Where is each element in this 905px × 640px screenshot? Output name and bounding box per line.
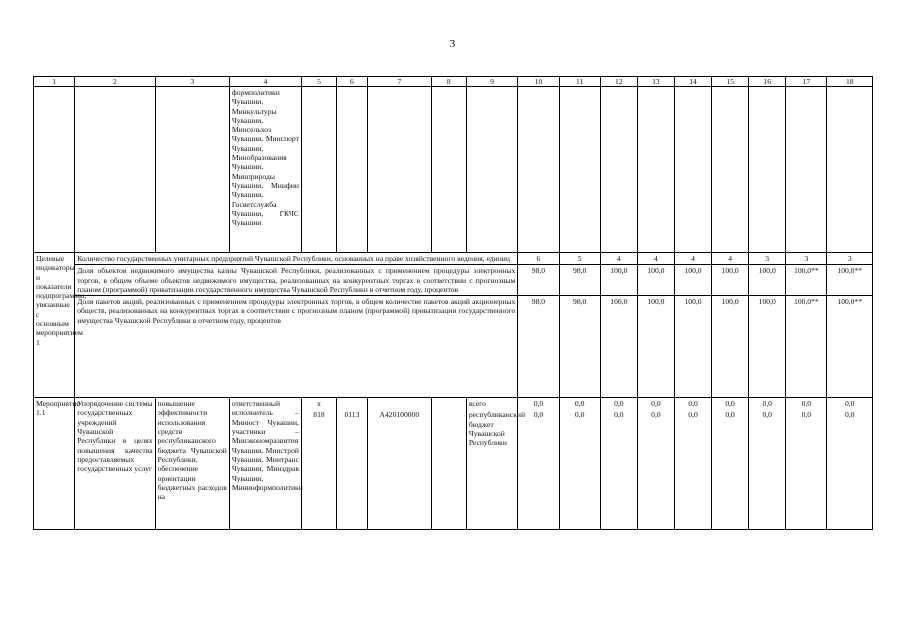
code-grbs: х	[301, 398, 336, 410]
column-number: 11	[559, 77, 600, 87]
funding-value: 0,0	[600, 409, 637, 529]
column-number: 14	[674, 77, 711, 87]
column-number: 3	[155, 77, 229, 87]
responsible-executors-cont: формполитики Чувашии, Минкультуры Чувашии, Минсельхоз Чувашии, Минспорт Чувашии, Минобразования Чувашии, Минприроды Чувашии, Минфин Чувашии, Госветслужба Чувашии, ГКЧС Чувашии	[229, 87, 301, 253]
column-number: 1	[34, 77, 75, 87]
indicator-row	[34, 296, 873, 398]
indicator-value: 100,0**	[786, 296, 827, 398]
header-row	[34, 77, 873, 87]
cell	[75, 87, 155, 253]
funding-value: 0,0	[749, 409, 786, 529]
code-expense	[431, 409, 466, 529]
code-target	[367, 398, 431, 410]
code-section: 0113	[336, 409, 367, 529]
funding-value: 0,0	[518, 398, 559, 410]
indicator-value: 100,0	[600, 296, 637, 398]
indicator-value: 3	[786, 253, 827, 265]
indicator-value: 6	[518, 253, 559, 265]
funding-source: всего	[466, 398, 518, 410]
funding-value: 0,0	[827, 398, 873, 410]
indicator-value: 100,0**	[827, 265, 873, 296]
cell	[674, 87, 711, 253]
indicator-value: 98,0	[518, 296, 559, 398]
funding-value: 0,0	[786, 398, 827, 410]
funding-value: 0,0	[749, 398, 786, 410]
funding-source: республиканский бюджет Чувашской Республики	[466, 409, 518, 529]
cell	[518, 87, 559, 253]
column-number: 16	[749, 77, 786, 87]
indicator-value: 3	[827, 253, 873, 265]
column-number: 6	[336, 77, 367, 87]
indicator-row	[34, 265, 873, 296]
funding-value: 0,0	[674, 398, 711, 410]
page-number: 3	[449, 38, 456, 50]
indicator-value: 100,0	[712, 296, 749, 398]
indicator-text: Доля пакетов акций, реализованных с применением процедуры электронных торгов, в общем количестве пакетов акций акционерных обществ, реализованных на конкурентных торгах в соответствии с прогнозным планом (программой) приватизации государственного имущества Чувашской Республики в отчетном году, процентов	[75, 296, 518, 398]
column-number: 17	[786, 77, 827, 87]
activity-number: Мероприятие 1.1	[34, 398, 75, 530]
funding-value: 0,0	[559, 398, 600, 410]
indicators-side-label: Целевые индикаторы и показатели подпрограммы, увязанные с основным мероприятием 1	[34, 253, 75, 398]
code-grbs: 818	[301, 409, 336, 529]
cell	[336, 87, 367, 253]
indicator-value: 98,0	[559, 296, 600, 398]
indicator-value: 3	[749, 253, 786, 265]
cell	[786, 87, 827, 253]
column-number: 4	[229, 77, 301, 87]
indicator-value: 100,0	[749, 296, 786, 398]
funding-value: 0,0	[518, 409, 559, 529]
code-target: А420100000	[367, 409, 431, 529]
indicator-value: 100,0	[674, 296, 711, 398]
indicator-value: 98,0	[559, 265, 600, 296]
funding-value: 0,0	[674, 409, 711, 529]
cell	[466, 87, 518, 253]
cell	[34, 87, 75, 253]
column-number: 2	[75, 77, 155, 87]
activity-name: Упорядочение системы государственных учреждений Чувашской Республики в целях повышения качества предоставляемых государственных услуг	[75, 398, 155, 530]
indicator-value: 4	[674, 253, 711, 265]
indicator-value: 100,0**	[827, 296, 873, 398]
indicator-value: 100,0	[600, 265, 637, 296]
funding-value: 0,0	[559, 409, 600, 529]
indicator-row	[34, 253, 873, 265]
funding-value: 0,0	[827, 409, 873, 529]
indicator-text: Количество государственных унитарных предприятий Чувашской Республики, основанных на праве хозяйственного ведения, единиц	[75, 253, 518, 265]
indicator-text: Доля объектов недвижимого имущества казны Чувашской Республики, реализованных с применением процедуры электронных торгов, в общем объеме объектов недвижимого имущества, реализованных на конкурентных торгах в соответствии с прогнозным планом (программой) приватизации государственного имущества Чувашской Республики в отчетном году, процентов	[75, 265, 518, 296]
funding-value: 0,0	[712, 398, 749, 410]
indicator-value: 4	[637, 253, 674, 265]
indicator-value: 100,0	[674, 265, 711, 296]
indicator-value: 100,0**	[786, 265, 827, 296]
funding-value: 0,0	[637, 398, 674, 410]
funding-value: 0,0	[712, 409, 749, 529]
cell	[155, 87, 229, 253]
cell	[712, 87, 749, 253]
code-section	[336, 398, 367, 410]
program-table	[33, 76, 873, 530]
column-number: 5	[301, 77, 336, 87]
code-expense	[431, 398, 466, 410]
cell	[367, 87, 431, 253]
activity-row	[34, 398, 873, 410]
funding-value: 0,0	[637, 409, 674, 529]
cell	[301, 87, 336, 253]
cell	[749, 87, 786, 253]
indicator-value: 4	[600, 253, 637, 265]
indicator-value: 5	[559, 253, 600, 265]
column-number: 10	[518, 77, 559, 87]
cell	[637, 87, 674, 253]
indicator-value: 100,0	[712, 265, 749, 296]
column-number: 15	[712, 77, 749, 87]
continuation-row	[34, 87, 873, 253]
funding-value: 0,0	[600, 398, 637, 410]
column-number: 13	[637, 77, 674, 87]
indicator-value: 98,0	[518, 265, 559, 296]
indicator-value: 100,0	[637, 265, 674, 296]
column-number: 9	[466, 77, 518, 87]
cell	[559, 87, 600, 253]
indicator-value: 100,0	[637, 296, 674, 398]
column-number: 7	[367, 77, 431, 87]
column-number: 8	[431, 77, 466, 87]
column-number: 12	[600, 77, 637, 87]
cell	[827, 87, 873, 253]
funding-value: 0,0	[786, 409, 827, 529]
activity-executors: ответственный исполнитель – Минюст Чувашии, участники – Минэкономразвития Чувашии, Минстрой Чувашии, Минтранс Чувашии, Минздрав Чувашии, Мининформполитики	[229, 398, 301, 530]
cell	[431, 87, 466, 253]
indicator-value: 4	[712, 253, 749, 265]
activity-goal: повышение эффективности использования средств республиканского бюджета Чувашской Республики, обеспечение ориентации бюджетных расходов на	[155, 398, 229, 530]
cell	[600, 87, 637, 253]
column-number: 18	[827, 77, 873, 87]
indicator-value: 100,0	[749, 265, 786, 296]
